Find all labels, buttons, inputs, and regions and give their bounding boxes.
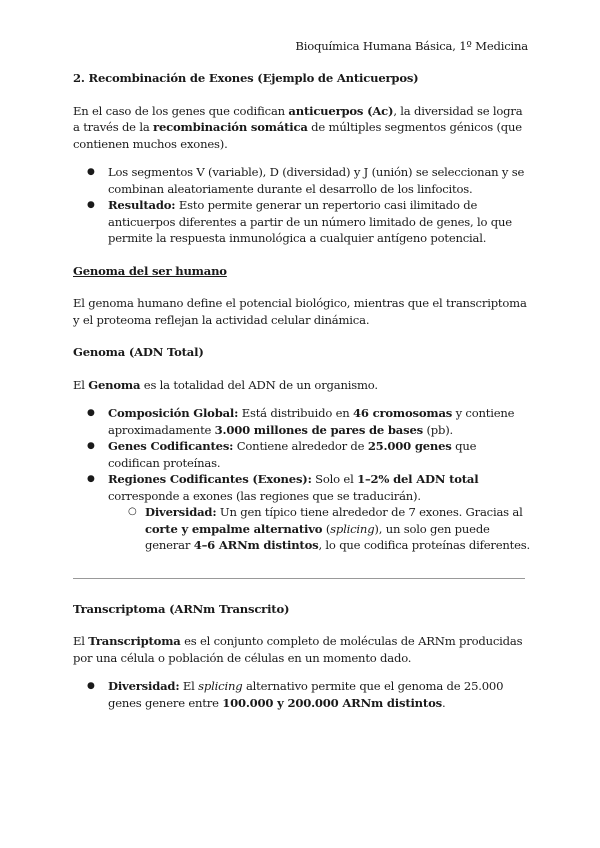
transcriptome-intro: El Transcriptoma es el conjunto completo de moléculas de ARNm producidas por una célula o población de células en un momento dado.: [73, 634, 523, 665]
list-item: ● Los segmentos V (variable), D (diversidad) y J (unión) se seleccionan y se combinan aleatoriamente durante el desarrollo de los linfocitos.: [73, 164, 531, 197]
genome-intro: El genoma humano define el potencial biológico, mientras que el transcriptoma y el proteoma reflejan la actividad celular dinámica.: [73, 296, 527, 327]
list-item: ● Diversidad: El splicing alternativo permite que el genoma de 25.000 genes genere entre 100.000 y 200.000 ARNm distintos.: [73, 678, 531, 711]
list-item: ● Resultado: Esto permite generar un repertorio casi ilimitado de anticuerpos diferentes a partir de un número limitado de genes, lo que permite la respuesta inmunológica a cualquier antígeno potencial.: [73, 197, 531, 247]
dna-sublist: [73, 504, 531, 554]
recombination-list: [73, 164, 531, 247]
list-item: ● Genes Codificantes: Contiene alrededor de 25.000 genes que codifican proteínas.: [73, 438, 531, 471]
document-body: [73, 70, 531, 711]
transcriptome-list: [73, 678, 531, 711]
section-title-transcriptome: Transcriptoma (ARNm Transcrito): [73, 601, 290, 616]
section-title-genome: Genoma del ser humano: [73, 263, 227, 278]
horizontal-divider: [73, 578, 525, 579]
dna-list: [73, 405, 531, 504]
list-item: ● Regiones Codificantes (Exones): Solo el 1–2% del ADN total corresponde a exones (las regiones que se traducirán).: [73, 471, 531, 504]
section-title-dna: Genoma (ADN Total): [73, 345, 204, 359]
dna-intro: El Genoma es la totalidad del ADN de un organismo.: [73, 377, 378, 392]
recombination-intro: En el caso de los genes que codifican anticuerpos (Ac), la diversidad se logra a través de la recombinación somática de múltiples segmentos génicos (que contienen muchos exones).: [73, 103, 523, 151]
list-item: ○ Diversidad: Un gen típico tiene alrededor de 7 exones. Gracias al corte y empalme alternativo (splicing), un solo gen puede generar 4–6 ARNm distintos, lo que codifica proteínas diferentes.: [73, 504, 531, 554]
running-header: Bioquímica Humana Básica, 1º Medicina: [295, 39, 528, 53]
list-item: ● Composición Global: Está distribuido en 46 cromosomas y contiene aproximadamente 3.000 millones de pares de bases (pb).: [73, 405, 531, 438]
section-title-recombination: 2. Recombinación de Exones (Ejemplo de Anticuerpos): [73, 71, 419, 85]
